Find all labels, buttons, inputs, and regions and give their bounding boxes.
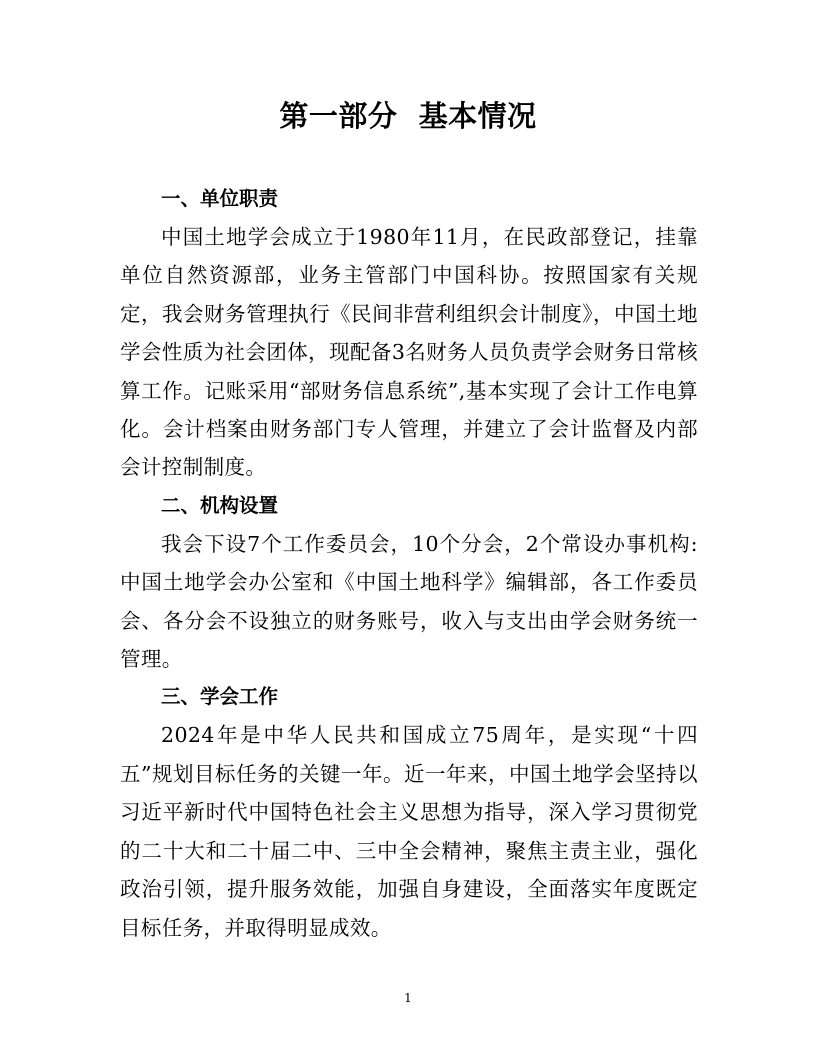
section-paragraph: 2024年是中华人民共和国成立75周年，是实现“十四五”规划目标任务的关键一年。近一年来，中国土地学会坚持以习近平新时代中国特色社会主义思想为指导，深入学习贯彻党的二十大和二十届二中、三中全会精神，聚焦主责主业，强化政治引领，提升服务效能，加强自身建设，全面落实年度既定目标任务，并取得明显成效。 (120, 723, 698, 940)
document-body (120, 180, 698, 947)
section-paragraph: 中国土地学会成立于1980年11月，在民政部登记，挂靠单位自然资源部，业务主管部门中国科协。按照国家有关规定，我会财务管理执行《民间非营利组织会计制度》，中国土地学会性质为社会团体，现配备3名财务人员负责学会财务日常核算工作。记账采用“部财务信息系统”,基本实现了会计工作电算化。会计档案由财务部门专人管理，并建立了会计监督及内部会计控制制度。 (120, 225, 698, 480)
section-heading: 二、机构设置 (161, 493, 279, 517)
page-number: 1 (404, 991, 412, 1005)
section-unit-duties (120, 180, 698, 487)
page-title: 第一部分 基本情况 (279, 99, 537, 133)
section-paragraph: 我会下设7个工作委员会，10个分会，2个常设办事机构:中国土地学会办公室和《中国土地科学》编辑部，各工作委员会、各分会不设独立的财务账号，收入与支出由学会财务统一管理。 (120, 531, 698, 672)
section-heading: 一、单位职责 (161, 187, 279, 210)
section-organization (120, 487, 698, 679)
section-heading: 三、学会工作 (161, 685, 279, 709)
section-society-work (120, 678, 698, 946)
